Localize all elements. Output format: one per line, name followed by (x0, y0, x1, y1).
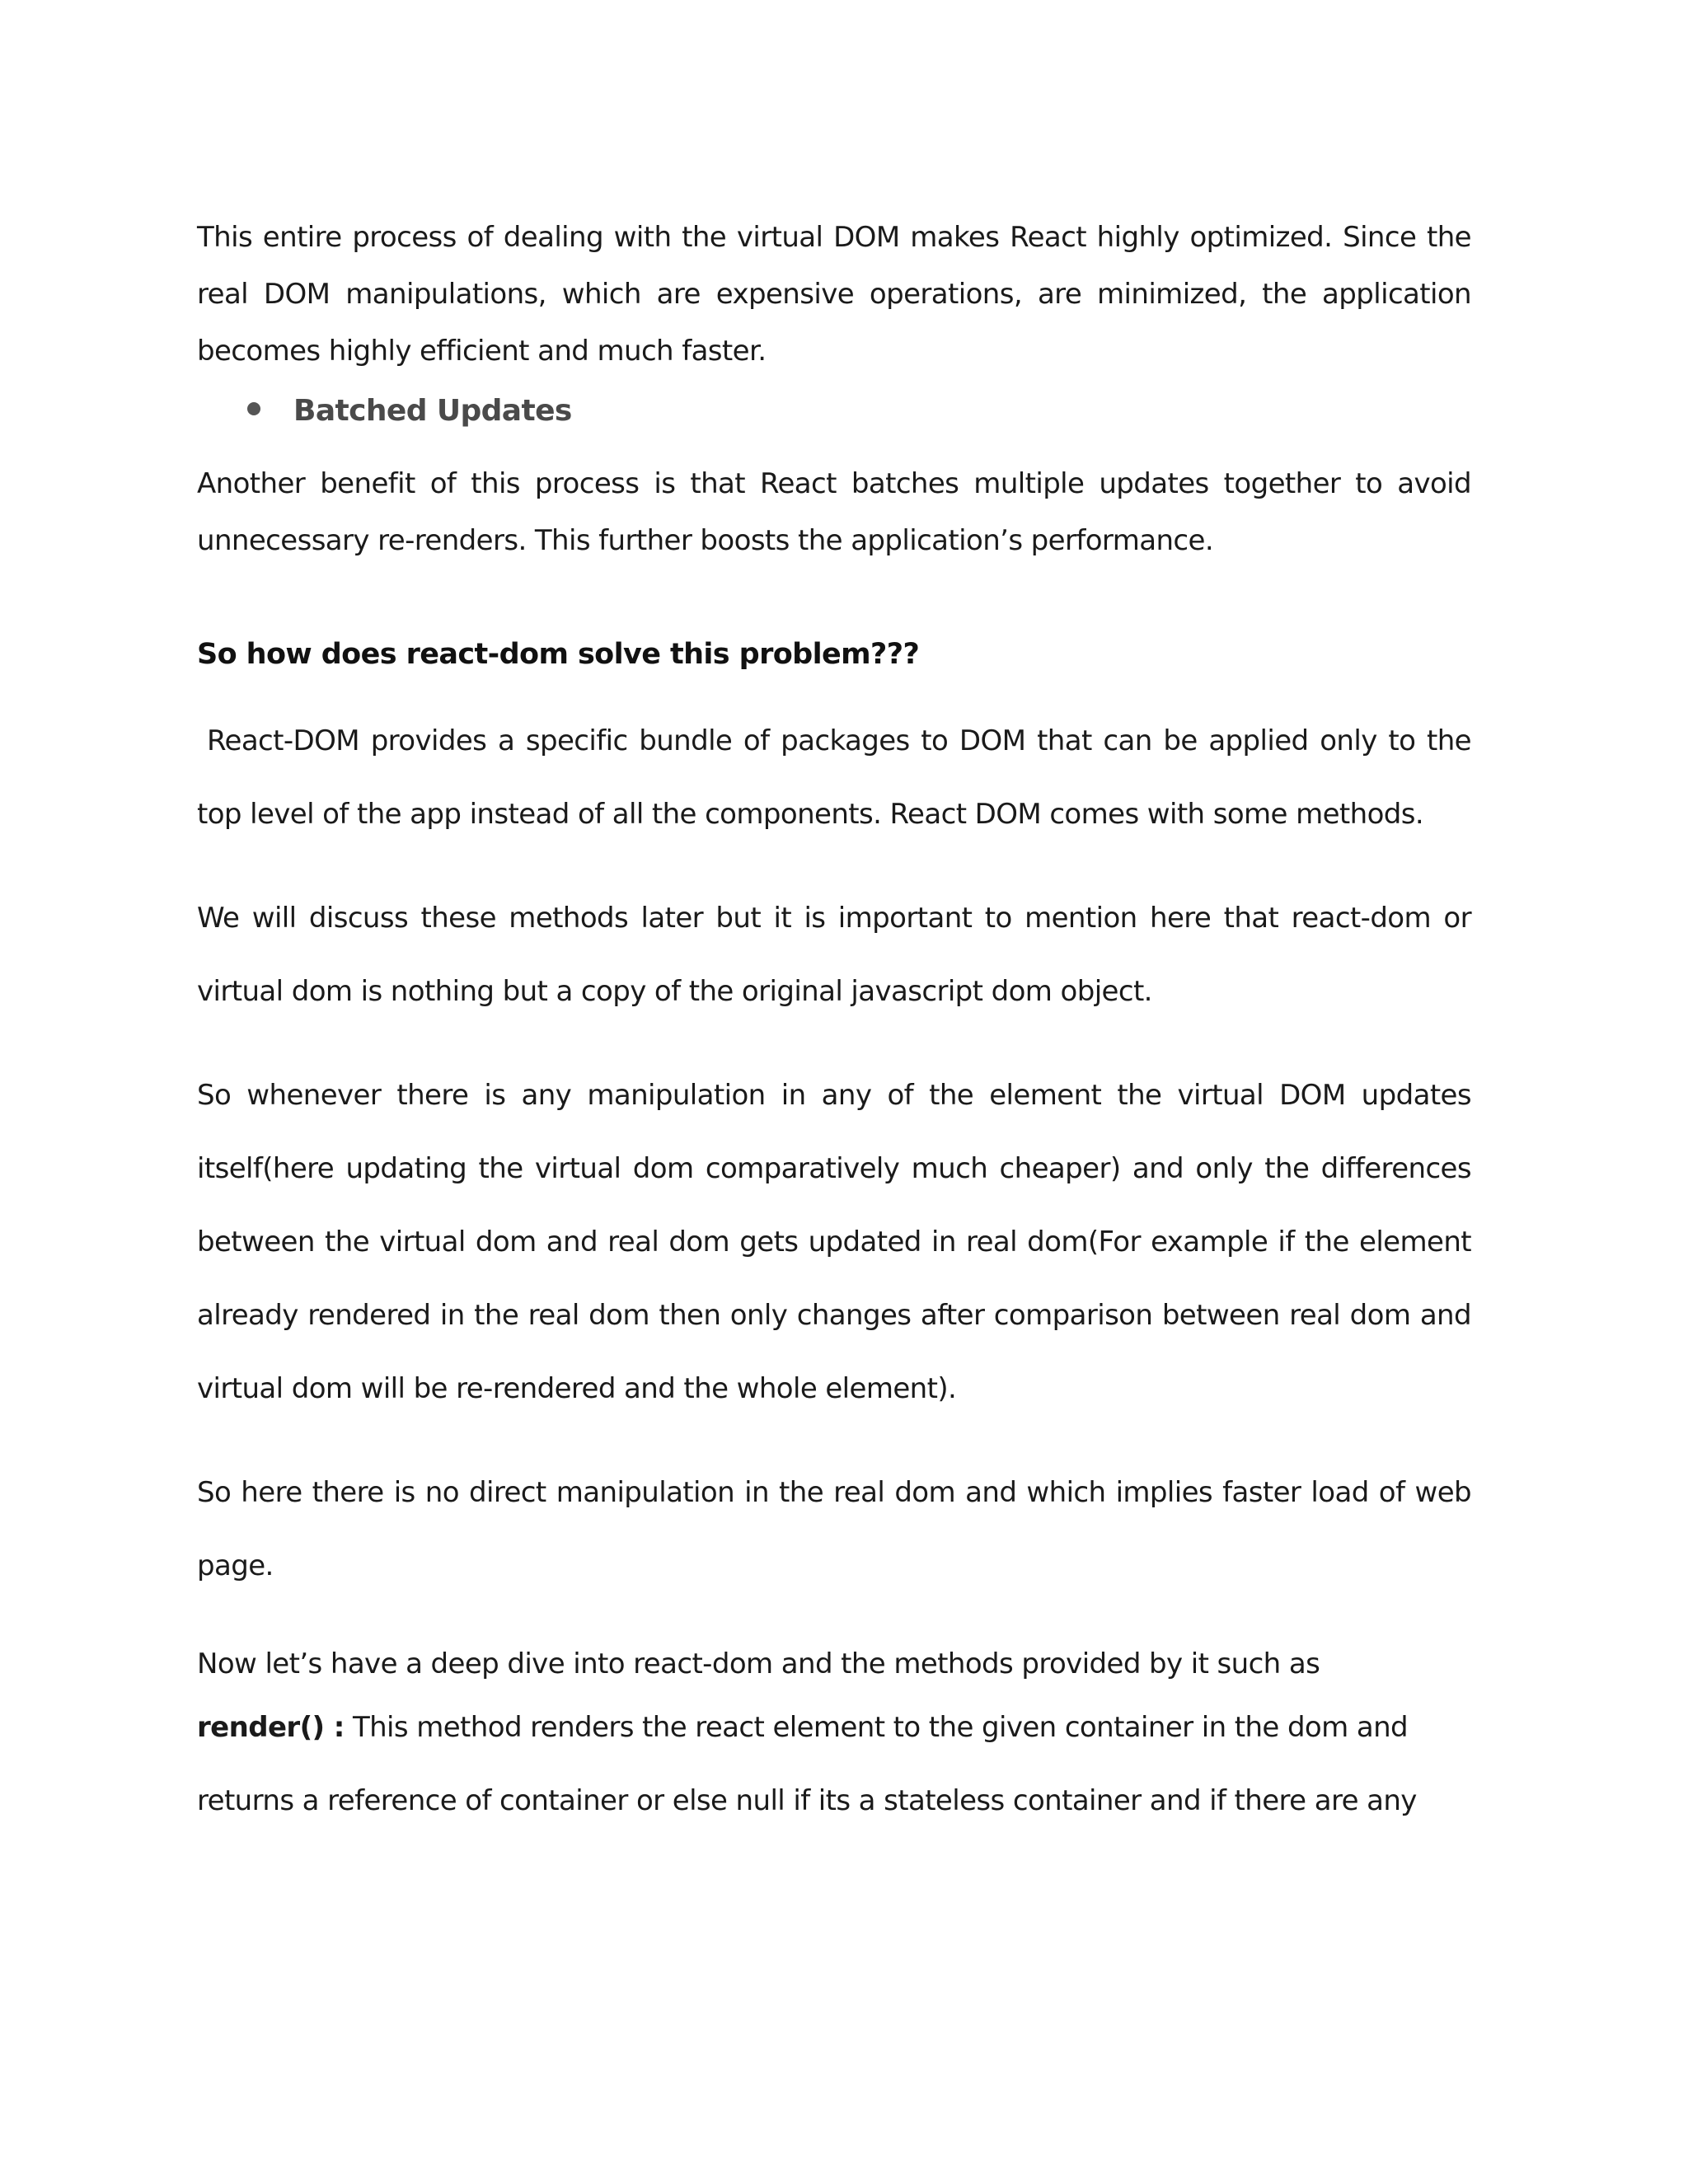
bullet-item-batched-updates (247, 387, 572, 436)
paragraph-virtual-dom-updates: So whenever there is any manipulation in any of the element the virtual DOM updates itself(here updating the virtual dom comparatively much cheaper) and only the differences between the virtual dom and real dom gets updated in real dom(For example if the element already rendered in the real dom then only changes after comparison between real dom and virtual dom will be re-rendered and the whole element). (197, 1079, 1471, 1405)
paragraph-batched-updates: Another benefit of this process is that React batches multiple updates together to avoid unnecessary re-renders. This further boosts the application’s performance. (197, 467, 1471, 557)
bullet-icon (247, 402, 260, 415)
paragraph-virtual-dom-optimization: This entire process of dealing with the virtual DOM makes React highly optimized. Since the real DOM manipulations, which are expensive operations, are minimized, the application becomes highly efficient and much faster. (197, 221, 1471, 368)
render-method-term: render() : (197, 1711, 345, 1744)
render-method-description: This method renders the react element to the given container in the dom and returns a reference of container or else null if its a stateless container and if there are any (197, 1711, 1417, 1817)
paragraph-no-direct-manipulation: So here there is no direct manipulation in the real dom and which implies faster load of web page. (197, 1476, 1471, 1582)
section-heading: So how does react-dom solve this problem??? (197, 638, 920, 671)
paragraph-react-dom-copy: We will discuss these methods later but it is important to mention here that react-dom or virtual dom is nothing but a copy of the original javascript dom object. (197, 902, 1471, 1008)
paragraph-react-dom-bundle: React-DOM provides a specific bundle of packages to DOM that can be applied only to the top level of the app instead of all the components. React DOM comes with some methods. (197, 724, 1471, 831)
paragraph-deep-dive-intro: Now let’s have a deep dive into react-dom and the methods provided by it such as (197, 1647, 1320, 1680)
bullet-label: Batched Updates (293, 394, 572, 428)
paragraph-render-method (197, 1691, 1471, 1838)
